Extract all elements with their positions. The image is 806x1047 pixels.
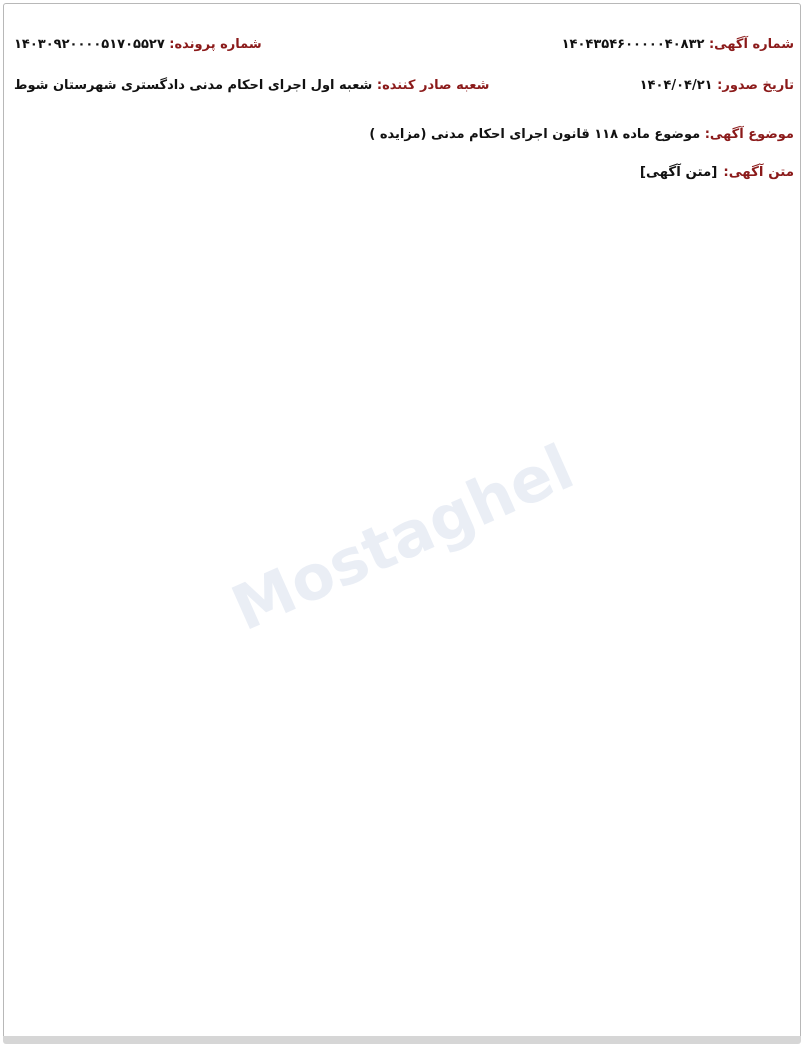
notice-number-value: ۱۴۰۴۳۵۴۶۰۰۰۰۰۴۰۸۳۲ [561,37,705,52]
scrollbar-bottom[interactable] [3,1036,801,1044]
subject-label: موضوع آگهی: [704,127,794,142]
notice-body-text: [متن آگهی] [639,165,718,180]
issue-date-value: ۱۴۰۴/۰۴/۲۱ [639,78,713,93]
subject [369,127,794,142]
subject-value: موضوع ماده ۱۱۸ قانون اجرای احکام مدنی (مزایده ) [369,127,701,142]
notice-number-label: شماره آگهی: [708,37,794,52]
issue-date [640,78,794,93]
case-number-label: شماره پرونده: [169,37,262,52]
issue-date-label: تاریخ صدور: [717,78,794,93]
case-number [14,37,262,52]
case-number-value: ۱۴۰۳۰۹۲۰۰۰۰۵۱۷۰۵۵۲۷ [14,37,165,52]
issuer-label: شعبه صادر کننده: [376,78,490,93]
issuer [14,78,489,93]
notice-number [562,37,794,52]
notice-frame [3,3,801,1039]
notice-body-label: متن آگهی: [723,165,794,180]
notice-body [12,160,794,187]
issuer-value: شعبه اول اجرای احکام مدنی دادگستری شهرستان شوط [14,78,373,93]
